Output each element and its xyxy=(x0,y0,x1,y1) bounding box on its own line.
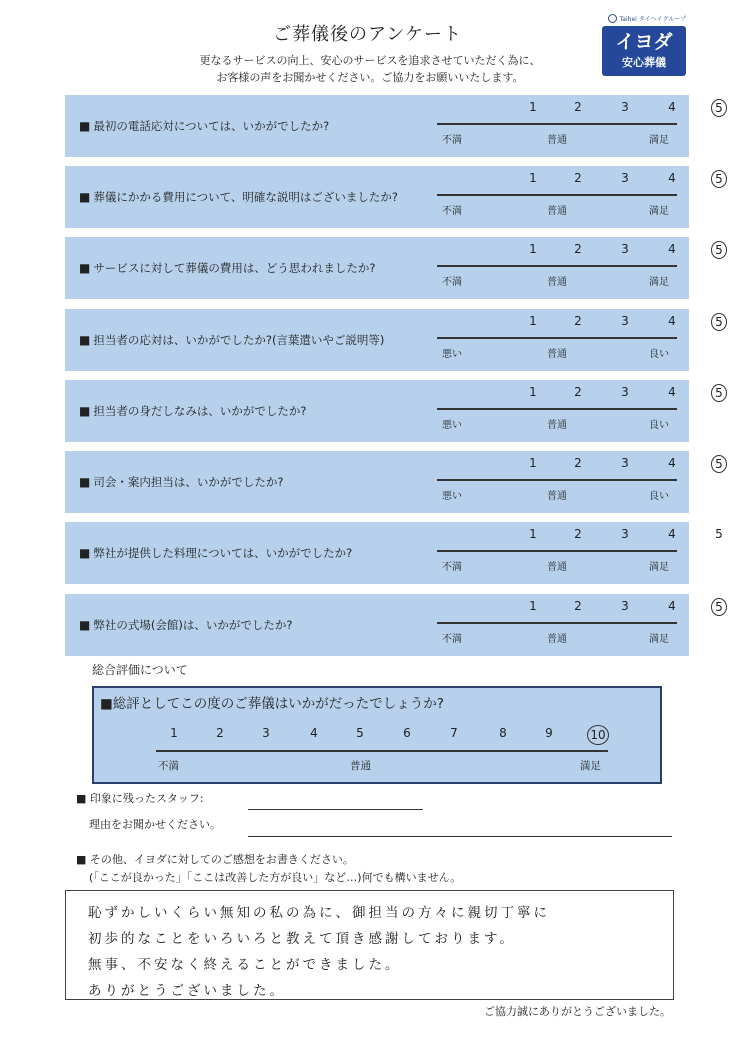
rating-option[interactable]: 1 xyxy=(529,385,537,399)
scale-label: 普通 xyxy=(547,349,567,360)
scale-label: 悪い xyxy=(442,491,462,502)
page-title: ご葬儀後のアンケート xyxy=(273,24,462,45)
rating-scale xyxy=(437,166,723,228)
question-text: ■ 弊社の式場(会館)は、いかがでしたか? xyxy=(79,618,293,632)
scale-label: 普通 xyxy=(547,277,567,288)
rating-option[interactable]: 1 xyxy=(529,242,537,256)
square-bullet-icon: ■ xyxy=(79,546,91,560)
question-row xyxy=(65,451,723,513)
scale-label: 満足 xyxy=(649,277,669,288)
overall-rating-option[interactable]: 7 xyxy=(450,726,458,740)
question-text: ■ 担当者の応対は、いかがでしたか?(言葉遣いやご説明等) xyxy=(79,333,385,347)
rating-option[interactable]: 4 xyxy=(668,314,676,328)
comments-prompt: ■ その他、イヨダに対してのご感想をお書きください。 xyxy=(76,853,354,866)
scale-line xyxy=(437,123,677,125)
rating-option[interactable]: 4 xyxy=(668,456,676,470)
overall-rating-option[interactable]: 3 xyxy=(262,726,270,740)
rating-scale xyxy=(437,380,723,442)
question-row xyxy=(65,237,723,299)
square-bullet-icon: ■ xyxy=(79,190,91,204)
comments-hint: (「ここが良かった」「ここは改善した方が良い」など…)何でも構いません。 xyxy=(89,871,462,884)
rating-option[interactable]: 4 xyxy=(668,171,676,185)
intro-line: お客様の声をお聞かせください。ご協力をお願いいたします。 xyxy=(216,71,524,84)
reason-field[interactable] xyxy=(248,836,672,837)
rating-option[interactable]: 3 xyxy=(621,100,629,114)
question-text: ■ 最初の電話応対については、いかがでしたか? xyxy=(79,119,330,133)
scale-label: 普通 xyxy=(547,491,567,502)
scale-label: 良い xyxy=(649,420,669,431)
rating-option[interactable]: 2 xyxy=(574,527,582,541)
rating-option[interactable]: 3 xyxy=(621,171,629,185)
scale-label: 悪い xyxy=(442,349,462,360)
staff-label: ■ 印象に残ったスタッフ: xyxy=(76,792,204,805)
rating-option[interactable]: 1 xyxy=(529,599,537,613)
scale-label: 満足 xyxy=(649,634,669,645)
rating-option[interactable]: 2 xyxy=(574,599,582,613)
rating-option[interactable]: 5 xyxy=(711,384,727,402)
overall-rating-option[interactable]: 4 xyxy=(310,726,318,740)
overall-scale-line xyxy=(156,750,608,752)
rating-option[interactable]: 5 xyxy=(711,598,727,616)
scale-line xyxy=(437,265,677,267)
handwritten-line: 恥ずかしいくらい無知の私の為に、御担当の方々に親切丁寧に xyxy=(88,905,550,921)
overall-rating-option[interactable]: 9 xyxy=(545,726,553,740)
scale-line xyxy=(437,479,677,481)
overall-rating-option[interactable]: 6 xyxy=(403,726,411,740)
scale-label: 不満 xyxy=(442,135,462,146)
scale-label: 良い xyxy=(649,349,669,360)
square-bullet-icon: ■ xyxy=(79,119,91,133)
rating-option[interactable]: 4 xyxy=(668,599,676,613)
intro-text xyxy=(150,52,590,86)
scale-label: 普通 xyxy=(547,135,567,146)
rating-option[interactable]: 1 xyxy=(529,527,537,541)
overall-label-low: 不満 xyxy=(158,760,179,772)
rating-scale xyxy=(437,451,723,513)
rating-option[interactable]: 2 xyxy=(574,100,582,114)
rating-option[interactable]: 3 xyxy=(621,456,629,470)
rating-option[interactable]: 1 xyxy=(529,171,537,185)
rating-option[interactable]: 5 xyxy=(711,170,727,188)
scale-label: 普通 xyxy=(547,206,567,217)
rating-option[interactable]: 3 xyxy=(621,242,629,256)
overall-rating-box xyxy=(92,686,662,784)
question-row xyxy=(65,522,723,584)
square-bullet-icon: ■ xyxy=(79,404,91,418)
rating-option[interactable]: 2 xyxy=(574,456,582,470)
company-logo xyxy=(602,14,686,76)
rating-option[interactable]: 1 xyxy=(529,314,537,328)
scale-label: 不満 xyxy=(442,277,462,288)
comments-box[interactable] xyxy=(65,890,674,1000)
rating-option[interactable]: 5 xyxy=(711,313,727,331)
scale-line xyxy=(437,622,677,624)
scale-label: 悪い xyxy=(442,420,462,431)
square-bullet-icon: ■ xyxy=(79,333,91,347)
rating-option[interactable]: 2 xyxy=(574,385,582,399)
overall-rating-option[interactable]: 10 xyxy=(587,725,609,745)
scale-line xyxy=(437,337,677,339)
question-text: ■ 弊社が提供した料理については、いかがでしたか? xyxy=(79,546,353,560)
brand-name: イヨダ xyxy=(615,31,673,53)
brand-tagline: 安心葬儀 xyxy=(622,56,666,69)
overall-rating-option[interactable]: 2 xyxy=(216,726,224,740)
scale-label: 普通 xyxy=(547,634,567,645)
staff-name-field[interactable] xyxy=(248,809,423,810)
rating-scale xyxy=(437,594,723,656)
rating-option[interactable]: 4 xyxy=(668,385,676,399)
question-text: ■ サービスに対して葬儀の費用は、どう思われましたか? xyxy=(79,261,376,275)
rating-scale xyxy=(437,237,723,299)
rating-option[interactable]: 2 xyxy=(574,314,582,328)
square-bullet-icon: ■ xyxy=(100,696,113,712)
question-row xyxy=(65,95,723,157)
rating-scale xyxy=(437,309,723,371)
thanks-note: ご協力誠にありがとうございました。 xyxy=(484,1005,671,1018)
handwritten-line: 無事、不安なく終えることができました。 xyxy=(88,957,402,973)
rating-option[interactable]: 2 xyxy=(574,242,582,256)
handwritten-line: ありがとうございました。 xyxy=(88,983,286,999)
rating-scale xyxy=(437,522,723,584)
group-label xyxy=(602,14,686,23)
overall-rating-option[interactable]: 8 xyxy=(499,726,507,740)
scale-label: 不満 xyxy=(442,206,462,217)
scale-label: 満足 xyxy=(649,562,669,573)
question-text: ■ 担当者の身だしなみは、いかがでしたか? xyxy=(79,404,307,418)
rating-option[interactable]: 4 xyxy=(668,100,676,114)
rating-option[interactable]: 3 xyxy=(621,314,629,328)
rating-option[interactable]: 3 xyxy=(621,599,629,613)
rating-option[interactable]: 3 xyxy=(621,385,629,399)
square-bullet-icon: ■ xyxy=(79,618,91,632)
rating-option[interactable]: 5 xyxy=(711,241,727,259)
scale-line xyxy=(437,550,677,552)
scale-label: 満足 xyxy=(649,135,669,146)
overall-section-title: 総合評価について xyxy=(92,663,188,677)
question-row xyxy=(65,166,723,228)
overall-label-mid: 普通 xyxy=(350,760,371,772)
intro-line: 更なるサービスの向上、安心のサービスを追求させていただく為に、 xyxy=(199,54,541,67)
scale-line xyxy=(437,194,677,196)
scale-label: 不満 xyxy=(442,562,462,573)
overall-label-high: 満足 xyxy=(580,760,601,772)
reason-label: 理由をお聞かせください。 xyxy=(89,818,221,831)
question-text: ■ 司会・案内担当は、いかがでしたか? xyxy=(79,475,284,489)
scale-label: 普通 xyxy=(547,420,567,431)
scale-line xyxy=(437,408,677,410)
scale-label: 普通 xyxy=(547,562,567,573)
rating-option[interactable]: 4 xyxy=(668,242,676,256)
question-row xyxy=(65,380,723,442)
rating-scale xyxy=(437,95,723,157)
square-bullet-icon: ■ xyxy=(79,261,91,275)
group-mark-icon xyxy=(608,14,617,23)
rating-option[interactable]: 5 xyxy=(711,455,727,473)
overall-question: ■総評としてこの度のご葬儀はいかがだったでしょうか? xyxy=(100,696,444,712)
rating-option[interactable]: 5 xyxy=(715,527,723,541)
square-bullet-icon: ■ xyxy=(79,475,91,489)
question-text: ■ 葬儀にかかる費用について、明確な説明はございましたか? xyxy=(79,190,398,204)
handwritten-line: 初歩的なことをいろいろと教えて頂き感謝しております。 xyxy=(88,931,516,947)
rating-option[interactable]: 1 xyxy=(529,456,537,470)
brand-box xyxy=(602,26,686,76)
scale-label: 満足 xyxy=(649,206,669,217)
overall-rating-option[interactable]: 5 xyxy=(356,726,364,740)
scale-label: 不満 xyxy=(442,634,462,645)
overall-rating-option[interactable]: 1 xyxy=(170,726,178,740)
rating-option[interactable]: 3 xyxy=(621,527,629,541)
rating-option[interactable]: 4 xyxy=(668,527,676,541)
scale-label: 良い xyxy=(649,491,669,502)
group-name: Taihei タイヘイグループ xyxy=(619,16,686,23)
rating-option[interactable]: 5 xyxy=(711,99,727,117)
rating-option[interactable]: 2 xyxy=(574,171,582,185)
question-row xyxy=(65,309,723,371)
question-row xyxy=(65,594,723,656)
rating-option[interactable]: 1 xyxy=(529,100,537,114)
